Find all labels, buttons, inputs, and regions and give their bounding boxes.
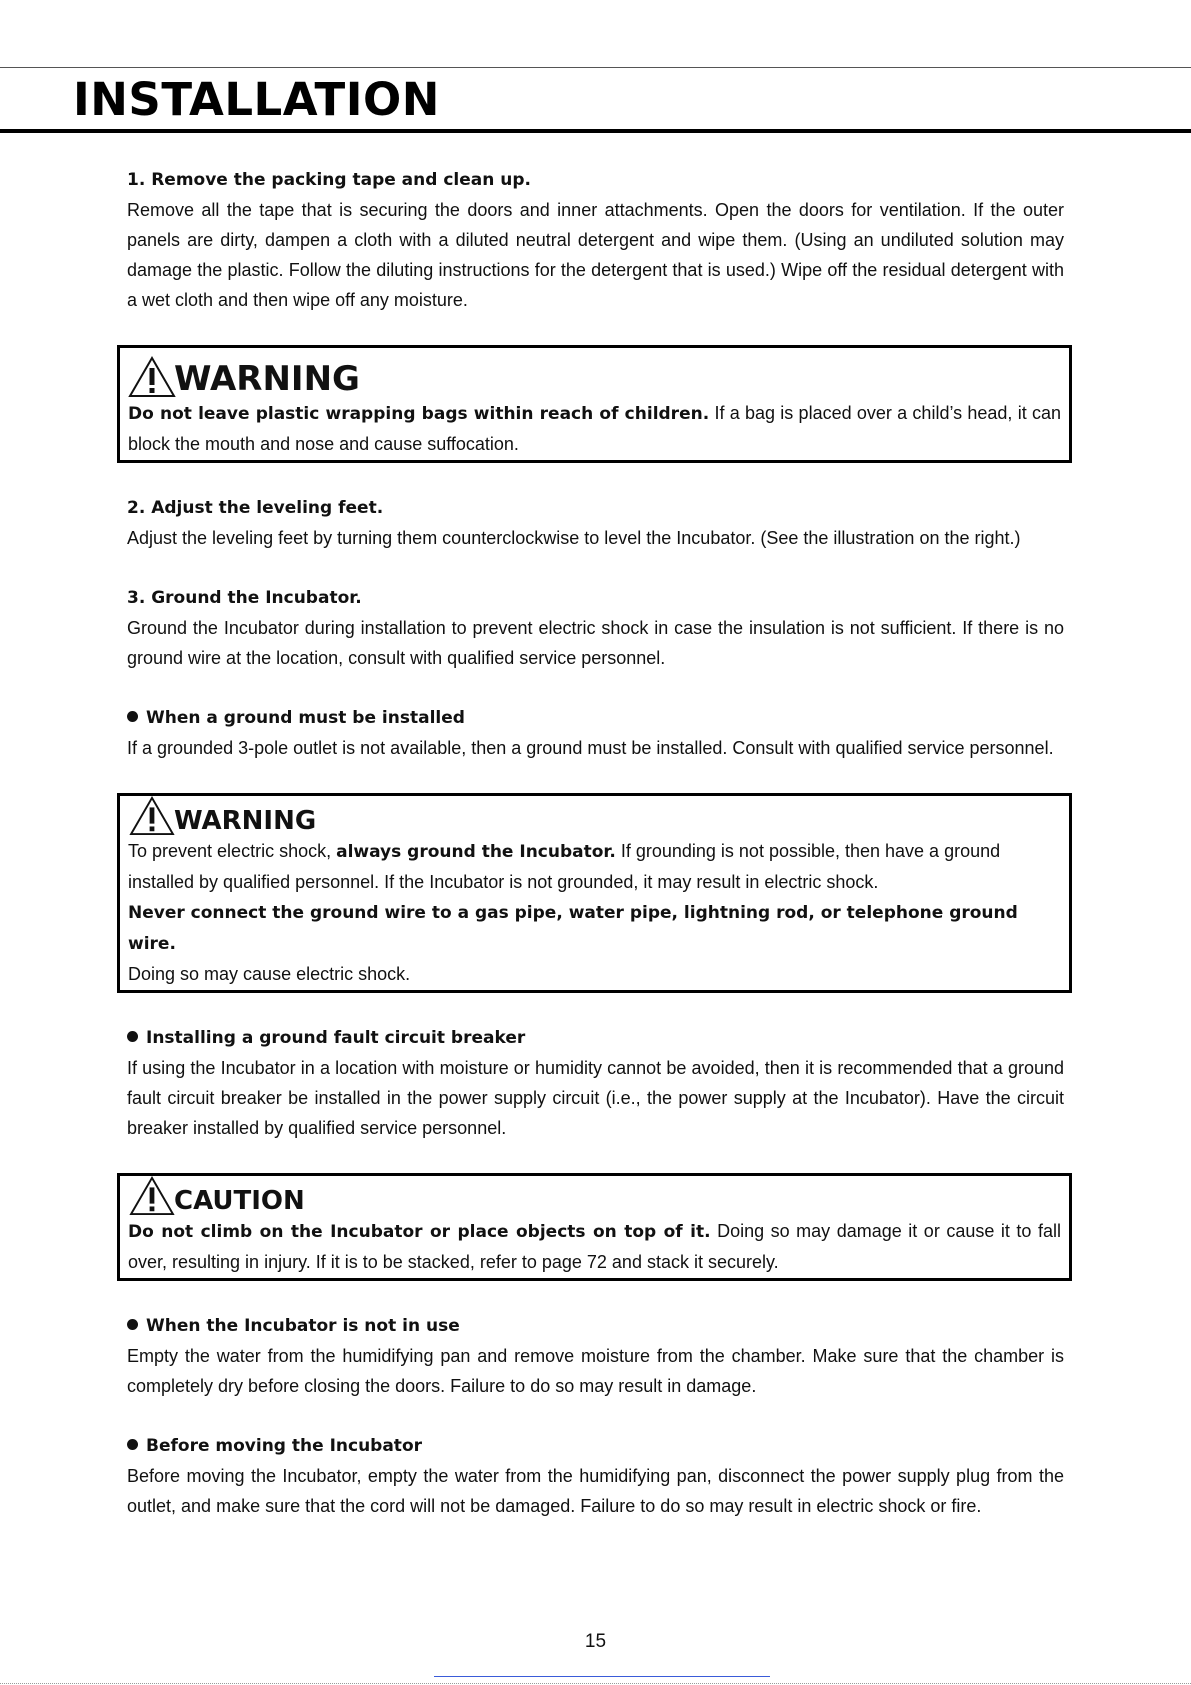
section-leveling-feet (127, 493, 1064, 553)
bullet-heading-text: Installing a ground fault circuit breaker (146, 1028, 526, 1048)
caution-text (128, 1216, 1061, 1277)
page-content (127, 165, 1064, 1521)
page-title: INSTALLATION (73, 73, 440, 126)
warning-bold-text: Do not leave plastic wrapping bags within reach of children. (128, 404, 710, 424)
section-remove-tape (127, 165, 1064, 315)
bullet-heading (127, 703, 1064, 733)
caution-header (128, 1180, 1061, 1216)
bullet-heading (127, 1311, 1064, 1341)
warning-box-ground (117, 793, 1072, 993)
bullet-text: Empty the water from the humidifying pan and remove moisture from the chamber. Make sure that the chamber is completely dry before closing the doors. Failure to do so may result in damage. (127, 1346, 1064, 1396)
bullet-heading (127, 1023, 1064, 1053)
warning-box-plastic-bags (117, 345, 1072, 463)
caution-body-text: Doing so may damage it or cause it to fall over, resulting in injury. If it is to be stacked, refer to page 72 and stack it securely. (128, 1221, 1061, 1272)
section-heading: 1. Remove the packing tape and clean up. (127, 170, 531, 190)
warning-text (128, 836, 1061, 897)
warning-text (128, 398, 1061, 459)
warning-text-3: Doing so may cause electric shock. (128, 964, 411, 984)
page-number: 15 (584, 1631, 607, 1652)
caution-bold-text: Do not climb on the Incubator or place objects on top of it. (128, 1222, 711, 1242)
warning-body-text: If a bag is placed over a child’s head, it can block the mouth and nose and cause suffocation. (128, 403, 1061, 454)
warning-header (128, 800, 1061, 836)
bullet-text: If a grounded 3-pole outlet is not available, then a ground must be installed. Consult with qualified service personnel. (127, 738, 1054, 758)
bullet-dot-icon (127, 711, 138, 722)
warning-bold-text: always ground the Incubator. (336, 842, 616, 862)
section-heading: 2. Adjust the leveling feet. (127, 498, 384, 518)
footer-link-underline (434, 1676, 770, 1677)
warning-bold-text-2: Never connect the ground wire to a gas pipe, water pipe, lightning rod, or telephone ground wire. (128, 903, 1018, 954)
title-rule (0, 129, 1191, 133)
warning-triangle-icon (128, 796, 176, 836)
warning-triangle-icon (128, 1176, 176, 1216)
bullet-ground-fault-breaker (127, 1023, 1064, 1143)
section-text: Ground the Incubator during installation to prevent electric shock in case the insulation is not sufficient. If there is no ground wire at the location, consult with qualified service personnel. (127, 618, 1064, 668)
bullet-heading-text: When the Incubator is not in use (146, 1316, 460, 1336)
warning-triangle-icon (128, 356, 176, 398)
section-text: Remove all the tape that is securing the doors and inner attachments. Open the doors for ventilation. If the outer panels are dirty, dampen a cloth with a diluted neutral detergent and wipe them. (Using an undiluted solution may damage the plastic. Follow the diluting instructions for the detergent that is used.) Wipe off the residual detergent with a wet cloth and then wipe off any moisture. (127, 200, 1064, 310)
bullet-dot-icon (127, 1439, 138, 1450)
bullet-dot-icon (127, 1319, 138, 1330)
bullet-heading-text: When a ground must be installed (146, 708, 465, 728)
page-bottom-border (0, 1683, 1191, 1684)
caution-title: CAUTION (174, 1186, 305, 1216)
section-heading: 3. Ground the Incubator. (127, 588, 362, 608)
warning-header (128, 352, 1061, 398)
bullet-heading-text: Before moving the Incubator (146, 1436, 423, 1456)
bullet-text: Before moving the Incubator, empty the water from the humidifying pan, disconnect the power supply plug from the outlet, and make sure that the cord will not be damaged. Failure to do so may result in electric shock or fire. (127, 1466, 1064, 1516)
bullet-dot-icon (127, 1031, 138, 1042)
section-text: Adjust the leveling feet by turning them counterclockwise to level the Incubator. (See the illustration on the right.) (127, 528, 1021, 548)
warning-pre-text: To prevent electric shock, (128, 841, 337, 861)
bullet-heading (127, 1431, 1064, 1461)
bullet-text: If using the Incubator in a location with moisture or humidity cannot be avoided, then it is recommended that a ground fault circuit breaker be installed in the power supply circuit (i.e., the power supply at the Incubator). Have the circuit breaker installed by qualified service personnel. (127, 1058, 1064, 1138)
section-ground (127, 583, 1064, 673)
warning-text-2 (128, 897, 1061, 959)
warning-body-text: If grounding is not possible, then have a ground installed by qualified personnel. If the Incubator is not grounded, it may result in electric shock. (128, 841, 1001, 892)
warning-title: WARNING (174, 359, 360, 399)
bullet-before-moving (127, 1431, 1064, 1521)
warning-title: WARNING (174, 806, 317, 836)
top-rule (0, 67, 1191, 68)
caution-box-climb (117, 1173, 1072, 1281)
bullet-ground-install (127, 703, 1064, 763)
bullet-not-in-use (127, 1311, 1064, 1401)
